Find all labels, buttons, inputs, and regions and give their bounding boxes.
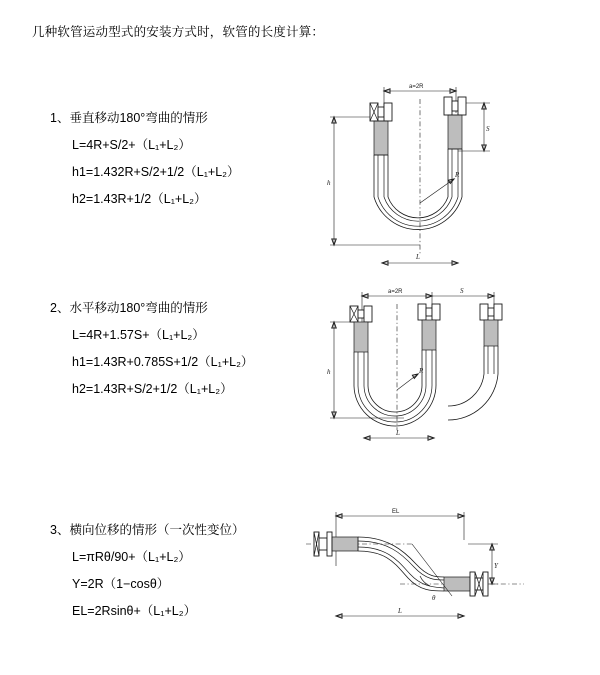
- dim-label-l: L: [416, 253, 420, 261]
- dim-label-a-2r: a=2R: [409, 84, 424, 90]
- section-1-title: 1、垂直移动180°弯曲的情形: [50, 111, 208, 125]
- left-branch: [370, 103, 392, 197]
- dim-label-s: S: [486, 125, 490, 133]
- section-3-formula-1: L=πRθ/90+（L₁+L₂）: [72, 550, 191, 564]
- dim-label-theta: θ: [432, 594, 436, 602]
- figure-vertical-180: [308, 73, 538, 273]
- dim-bottom-l: [382, 253, 458, 265]
- dim-radius-r: [420, 171, 460, 203]
- u-bend: [374, 197, 462, 230]
- dim-label-h-2: h: [327, 368, 331, 376]
- right-flange-assembly: [444, 572, 488, 596]
- figure-horizontal-180: [308, 278, 538, 458]
- s-curve-hose: [358, 537, 444, 591]
- dim-label-r-2: R: [419, 367, 424, 375]
- page-title: 几种软管运动型式的安装方式时，软管的长度计算：: [32, 25, 325, 39]
- dim-angle-theta: [412, 544, 452, 602]
- right-branch-2: [480, 304, 502, 374]
- section-1-formula-3: h2=1.43R+1/2（L₁+L₂）: [72, 192, 207, 206]
- dim-label-r: R: [455, 171, 460, 179]
- right-branch: [444, 97, 466, 197]
- section-2-formula-1: L=4R+1.57S+（L₁+L₂）: [72, 328, 205, 342]
- section-2-text: [50, 298, 310, 397]
- section-2-formula-3: h2=1.43R+S/2+1/2（L₁+L₂）: [72, 382, 233, 396]
- section-2-formula-2: h1=1.43R+0.785S+1/2（L₁+L₂）: [72, 355, 254, 369]
- figure-vertical-180-svg: [308, 73, 538, 273]
- section-1-formula-2: h1=1.432R+S/2+1/2（L₁+L₂）: [72, 165, 240, 179]
- dim-label-l-2: L: [396, 429, 400, 437]
- section-3-text: [50, 520, 310, 619]
- figure-lateral-offset-svg: [292, 500, 542, 630]
- dim-label-l-3: L: [398, 607, 402, 615]
- section-3-title: 3、横向位移的情形（一次性变位）: [50, 523, 245, 537]
- dim-radius-r-2: [397, 367, 424, 390]
- left-branch-2: [350, 306, 372, 386]
- section-3-formula-2: Y=2R（1−cosθ）: [72, 577, 170, 591]
- dim-bottom-l-2: [364, 429, 434, 440]
- section-1-text: [50, 108, 310, 207]
- dim-label-s-2: S: [460, 287, 464, 295]
- dim-label-h: h: [327, 179, 331, 187]
- dim-label-y: Y: [494, 562, 498, 570]
- dim-top-group: [362, 287, 494, 322]
- dim-side-h: [327, 117, 420, 245]
- dim-bottom-l-3: [336, 607, 464, 618]
- dim-label-a-2r-2: a=2R: [388, 289, 403, 295]
- section-3-formula-3: EL=2Rsinθ+（L₁+L₂）: [72, 604, 197, 618]
- figure-lateral-offset: [292, 500, 542, 630]
- dim-label-el: EL: [392, 509, 400, 515]
- section-2-title: 2、水平移动180°弯曲的情形: [50, 301, 208, 315]
- figure-horizontal-180-svg: [308, 278, 538, 458]
- section-1-formula-1: L=4R+S/2+（L₁+L₂）: [72, 138, 191, 152]
